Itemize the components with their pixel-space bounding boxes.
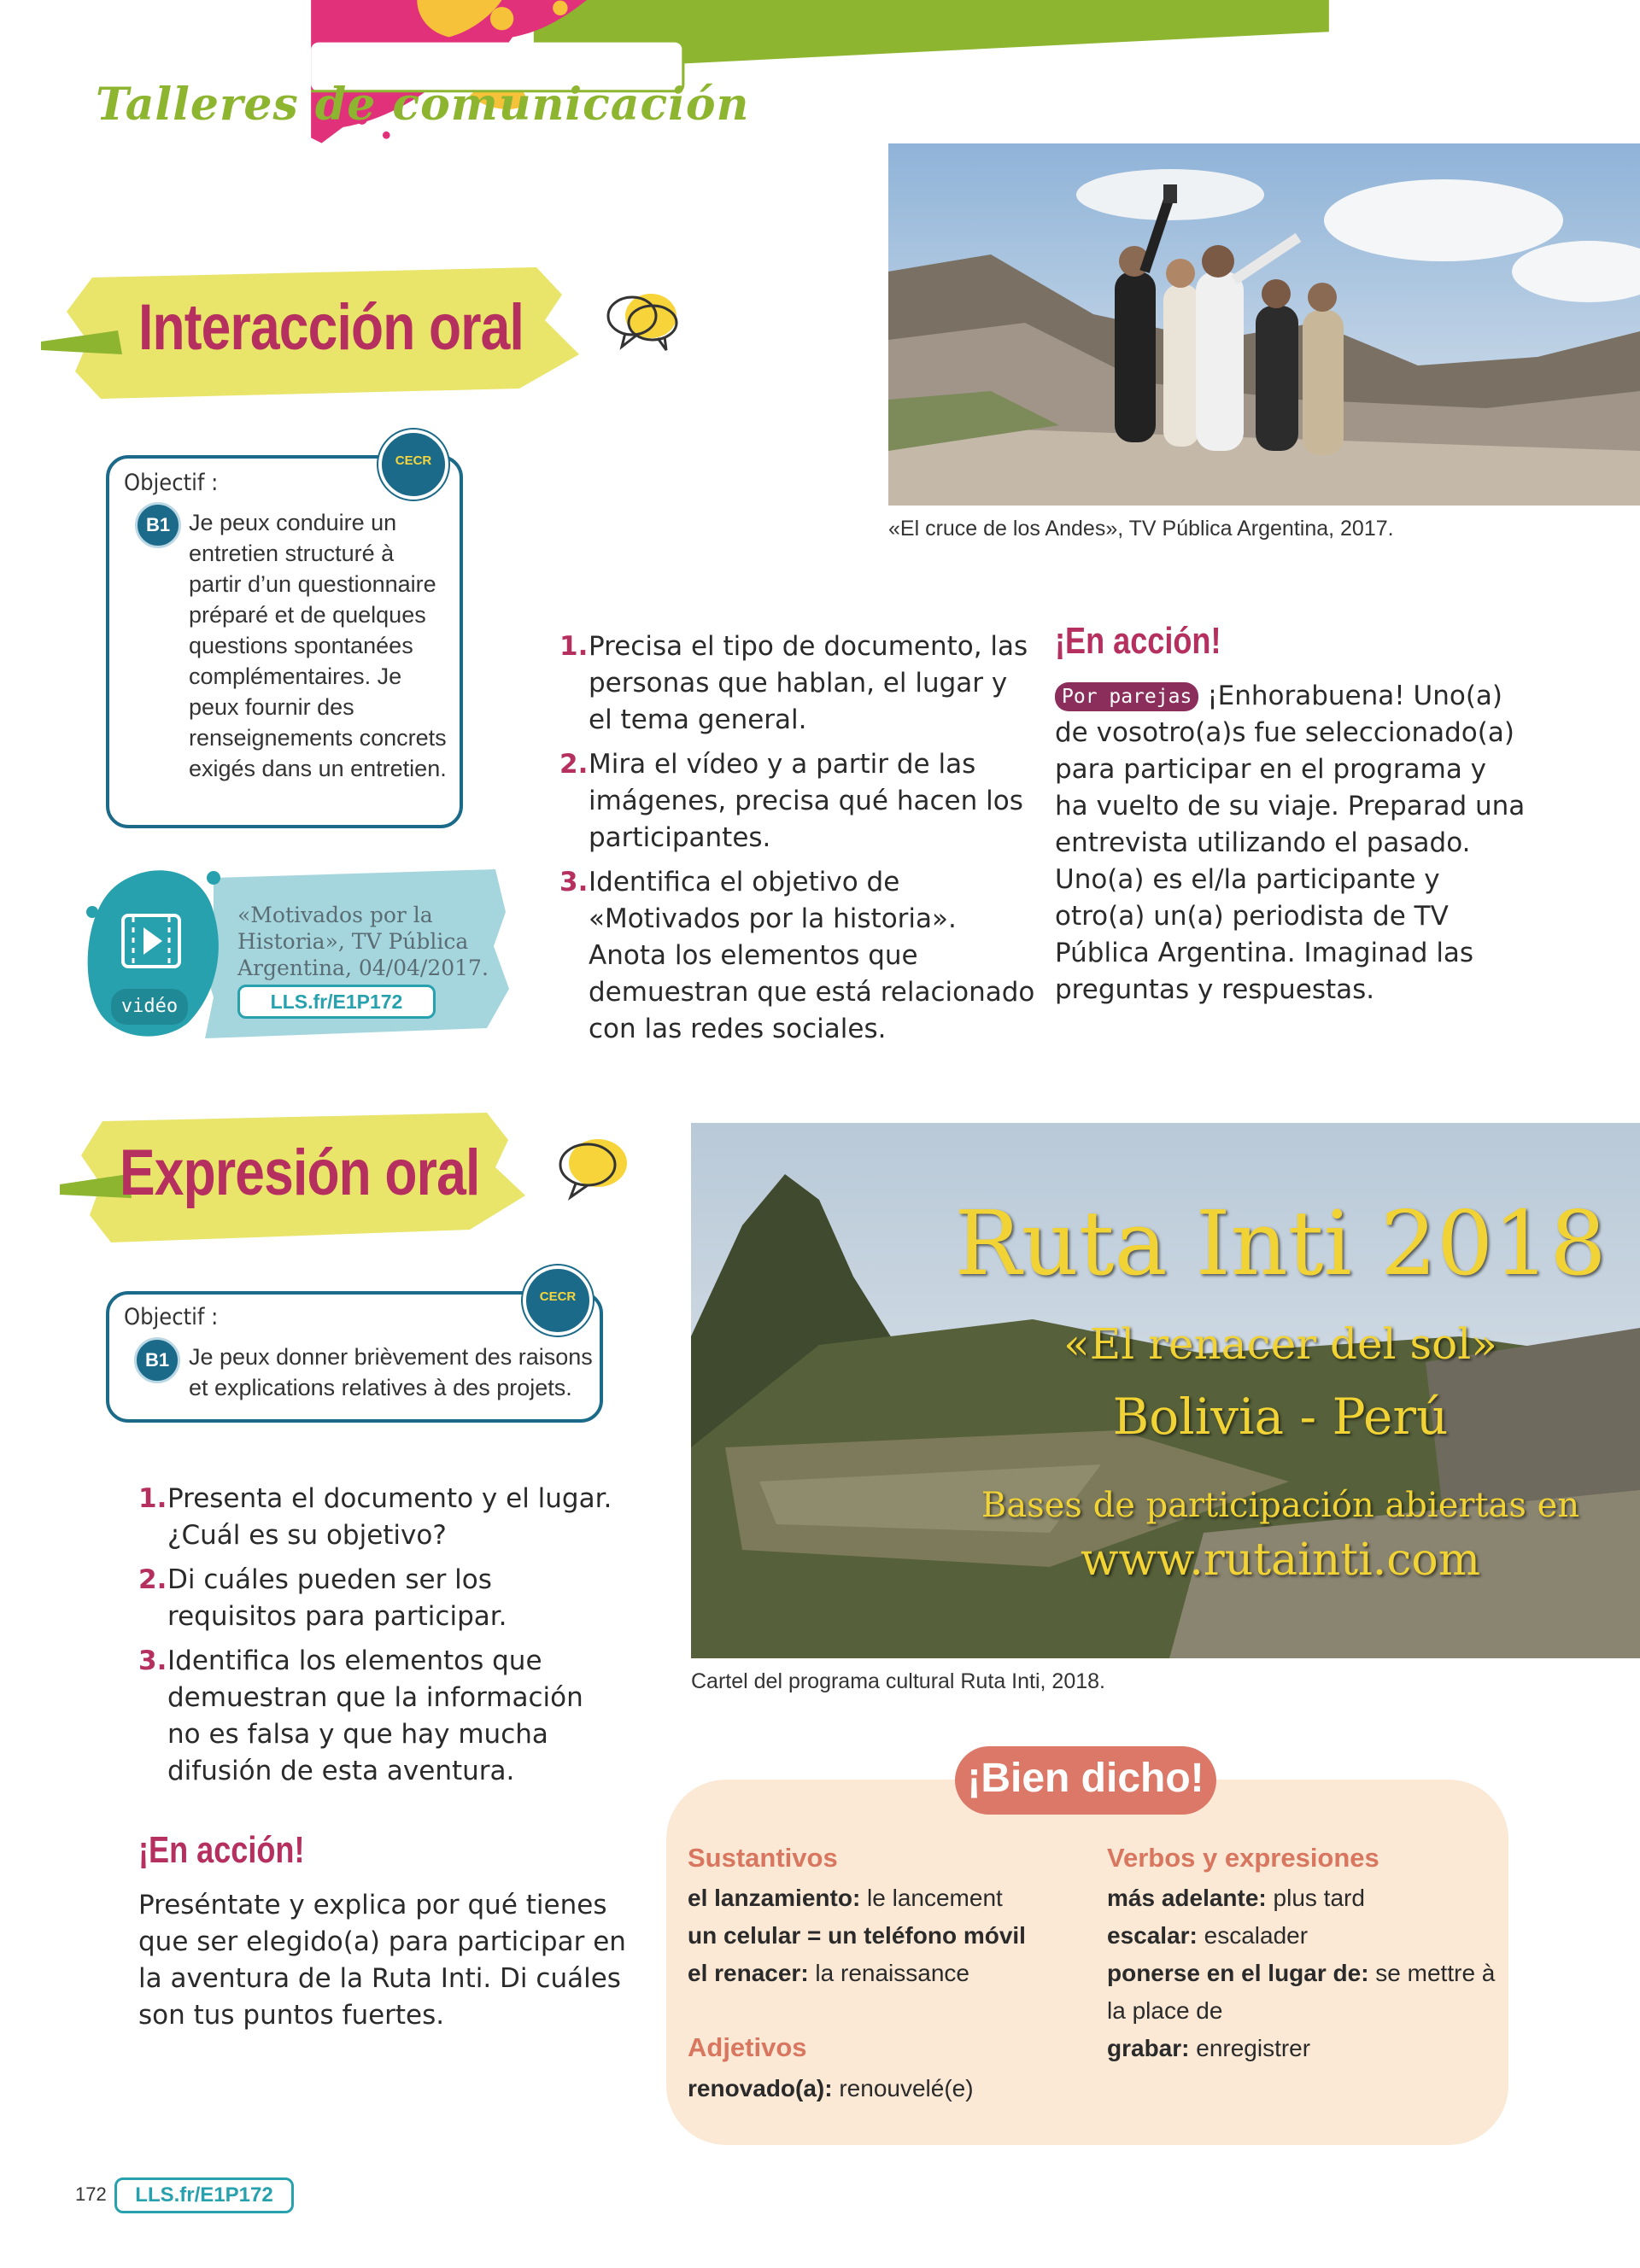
interaccion-accion-text: Por parejas ¡Enhorabuena! Uno(a) de vosotro(a)s fue seleccionado(a) para participar en el programa y ha vuelto de su viaje. Preparad una entrevista utilizando el pasado. Uno(a) es el/la participante y otro(a) un(a) periodista de TV Pública Argentina. Imaginad las preguntas y respuestas. xyxy=(1055,681,1526,1005)
por-parejas-tag: Por parejas xyxy=(1055,682,1198,711)
poster-bases: Bases de participación abiertas en xyxy=(981,1486,1580,1525)
question-item: 1. Precisa el tipo de documento, las personas que hablan, el lugar y el tema general. xyxy=(559,631,1028,735)
poster-title: Ruta Inti 2018 xyxy=(954,1191,1607,1295)
expresion-accion-title: ¡En acción! xyxy=(138,1829,305,1871)
interaccion-accion-title: ¡En acción! xyxy=(1055,620,1221,662)
sustantivos-heading: Sustantivos xyxy=(688,1843,838,1873)
interaccion-questions xyxy=(559,628,1038,1055)
objectif-text: Je peux donner brièvement des raisons et explications relatives à des projets. xyxy=(189,1344,593,1400)
objectif-text: Je peux conduire un entretien structuré à partir d’un questionnaire préparé et de quelques questions spontanées complémentaires. Je peux fournir des renseignements concrets exigés dans un entretien. xyxy=(189,510,447,781)
question-item: 3. Identifica el objetivo de «Motivados por la historia». Anota los elementos que demuestran que está relacionado con las redes sociales. xyxy=(559,867,1035,1044)
cecr-badge-icon: CECR xyxy=(378,430,448,500)
poster-subtitle: «El renacer del sol» xyxy=(1063,1319,1497,1369)
verbos-list: más adelante: plus tard escalar: escalader ponerse en el lugar de: se mettre à la place de grabar: enregistrer xyxy=(1107,1885,1496,2061)
question-item: 2. Di cuáles pueden ser los requisitos para participar. xyxy=(138,1564,507,1632)
expresion-accion-text: Preséntate y explica por qué tienes que ser elegido(a) para participar en la aventura de la Ruta Inti. Di cuáles son tus puntos fuertes. xyxy=(138,1890,626,2031)
interaccion-title: Interacción oral xyxy=(138,291,524,364)
adjetivos-heading: Adjetivos xyxy=(688,2032,807,2062)
andes-photo xyxy=(888,143,1640,506)
page-number: 172 xyxy=(75,2183,107,2205)
ruta-inti-poster xyxy=(691,1123,1640,1658)
expresion-questions xyxy=(138,1481,617,1797)
question-item: 3. Identifica los elementos que demuestran que la información no es falsa y que hay mucha difusión de esta aventura. xyxy=(138,1645,583,1786)
cecr-badge-icon: CECR xyxy=(523,1266,593,1336)
question-item: 2. Mira el vídeo y a partir de las imágenes, precisa qué hacen los participantes. xyxy=(559,749,1023,853)
speech-bubble-icon xyxy=(554,1134,632,1202)
section-title: Talleres de comunicación xyxy=(96,79,750,131)
level-badge: B1 xyxy=(134,1337,180,1383)
sustantivos-list: el lanzamiento: le lancement un celular = un teléfono móvil el renacer: la renaissance xyxy=(688,1885,1026,1986)
poster-countries: Bolivia - Perú xyxy=(1112,1388,1449,1446)
poster-url: www.rutainti.com xyxy=(1080,1534,1481,1586)
expresion-title: Expresión oral xyxy=(120,1137,480,1209)
poster-caption: Cartel del programa cultural Ruta Inti, 2018. xyxy=(691,1669,1105,1693)
objectif-label: Objectif : xyxy=(124,470,219,496)
question-item: 1. Presenta el documento y el lugar. ¿Cuál es su objetivo? xyxy=(138,1483,612,1551)
objectif-label: Objectif : xyxy=(124,1304,219,1330)
header-banner xyxy=(0,0,1640,154)
andes-caption: «El cruce de los Andes», TV Pública Argentina, 2017. xyxy=(888,517,1394,541)
video-card[interactable] xyxy=(85,861,512,1045)
dialogue-bubbles-icon xyxy=(603,285,682,357)
video-link[interactable]: LLS.fr/E1P172 xyxy=(237,985,436,1019)
video-reference: «Motivados por la Historia», TV Pública Argentina, 04/04/2017. xyxy=(237,903,489,980)
video-label: vidéo xyxy=(111,989,188,1025)
video-play-icon xyxy=(121,914,181,968)
level-badge: B1 xyxy=(135,502,181,548)
adjetivos-list: renovado(a): renouvelé(e) xyxy=(688,2075,974,2101)
bien-dicho-title: ¡Bien dicho! xyxy=(967,1756,1204,1801)
verbos-heading: Verbos y expresiones xyxy=(1107,1843,1379,1873)
footer-link[interactable]: LLS.fr/E1P172 xyxy=(114,2177,294,2213)
